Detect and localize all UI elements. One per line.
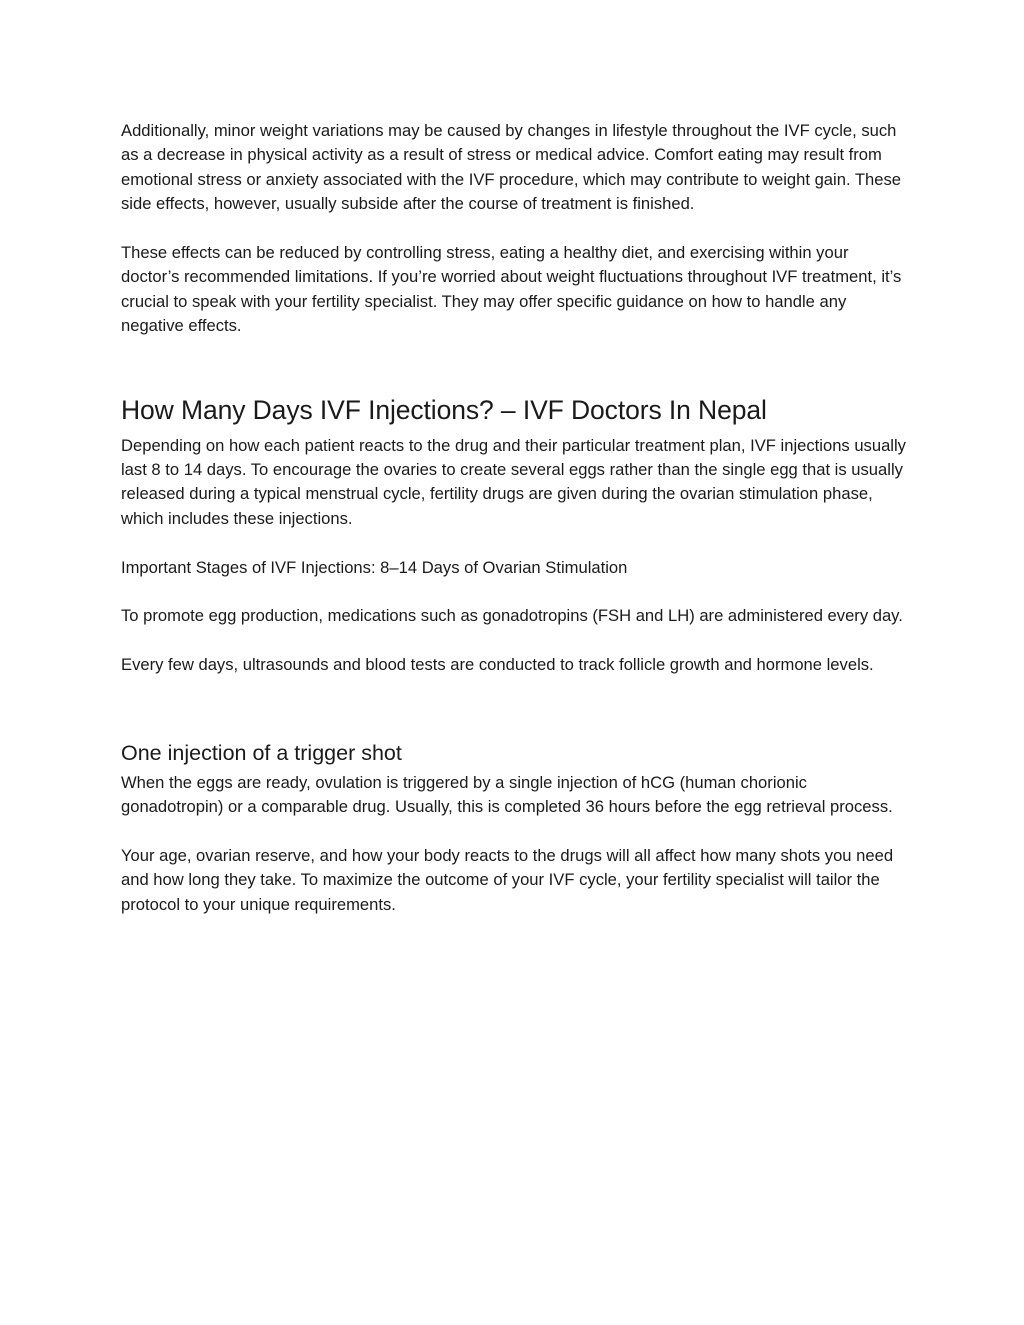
paragraph-monitoring: Every few days, ultrasounds and blood tests are conducted to track follicle growth and hormone levels. (121, 655, 874, 675)
paragraph-tailored-protocol: Your age, ovarian reserve, and how your body reacts to the drugs will all affect how many shots you need and how long they take. To maximize the outcome of your IVF cycle, your fertility specialist will tailor the protocol to your unique requirements. (121, 845, 894, 914)
paragraph-trigger-injection: When the eggs are ready, ovulation is triggered by a single injection of hCG (human chorionic gonadotropin) or a comparable drug. Usually, this is completed 36 hours before the egg retrieval process. (121, 772, 893, 817)
heading-ivf-injection-days: How Many Days IVF Injections? – IVF Doctors In Nepal (121, 394, 767, 425)
intro-paragraph-weight-variations: Additionally, minor weight variations may be caused by changes in lifestyle throughout the IVF cycle, such as a decrease in physical activity as a result of stress or medical advice. Comfort eating may result from emotional stress or anxiety associated with the IVF procedure, which may contribute to weight gain. These side effects, however, usually subside after the course of treatment is finished. (121, 121, 901, 214)
paragraph-injection-duration: Depending on how each patient reacts to the drug and their particular treatment plan, IVF injections usually last 8 to 14 days. To encourage the ovaries to create several eggs rather than the single egg that is usually released during a typical menstrual cycle, fertility drugs are given during the ovarian stimulation phase, which includes these injections. (121, 435, 906, 528)
document-body (121, 119, 911, 917)
intro-paragraph-reduce-effects: These effects can be reduced by controlling stress, eating a healthy diet, and exercising within your doctor’s recommended limitations. If you’re worried about weight fluctuations throughout IVF treatment, it’s crucial to speak with your fertility specialist. They may offer specific guidance on how to handle any negative effects. (121, 243, 902, 336)
paragraph-gonadotropins: To promote egg production, medications such as gonadotropins (FSH and LH) are administered every day. (121, 606, 903, 626)
heading-trigger-shot: One injection of a trigger shot (121, 740, 402, 765)
paragraph-important-stages: Important Stages of IVF Injections: 8–14 Days of Ovarian Stimulation (121, 557, 628, 577)
